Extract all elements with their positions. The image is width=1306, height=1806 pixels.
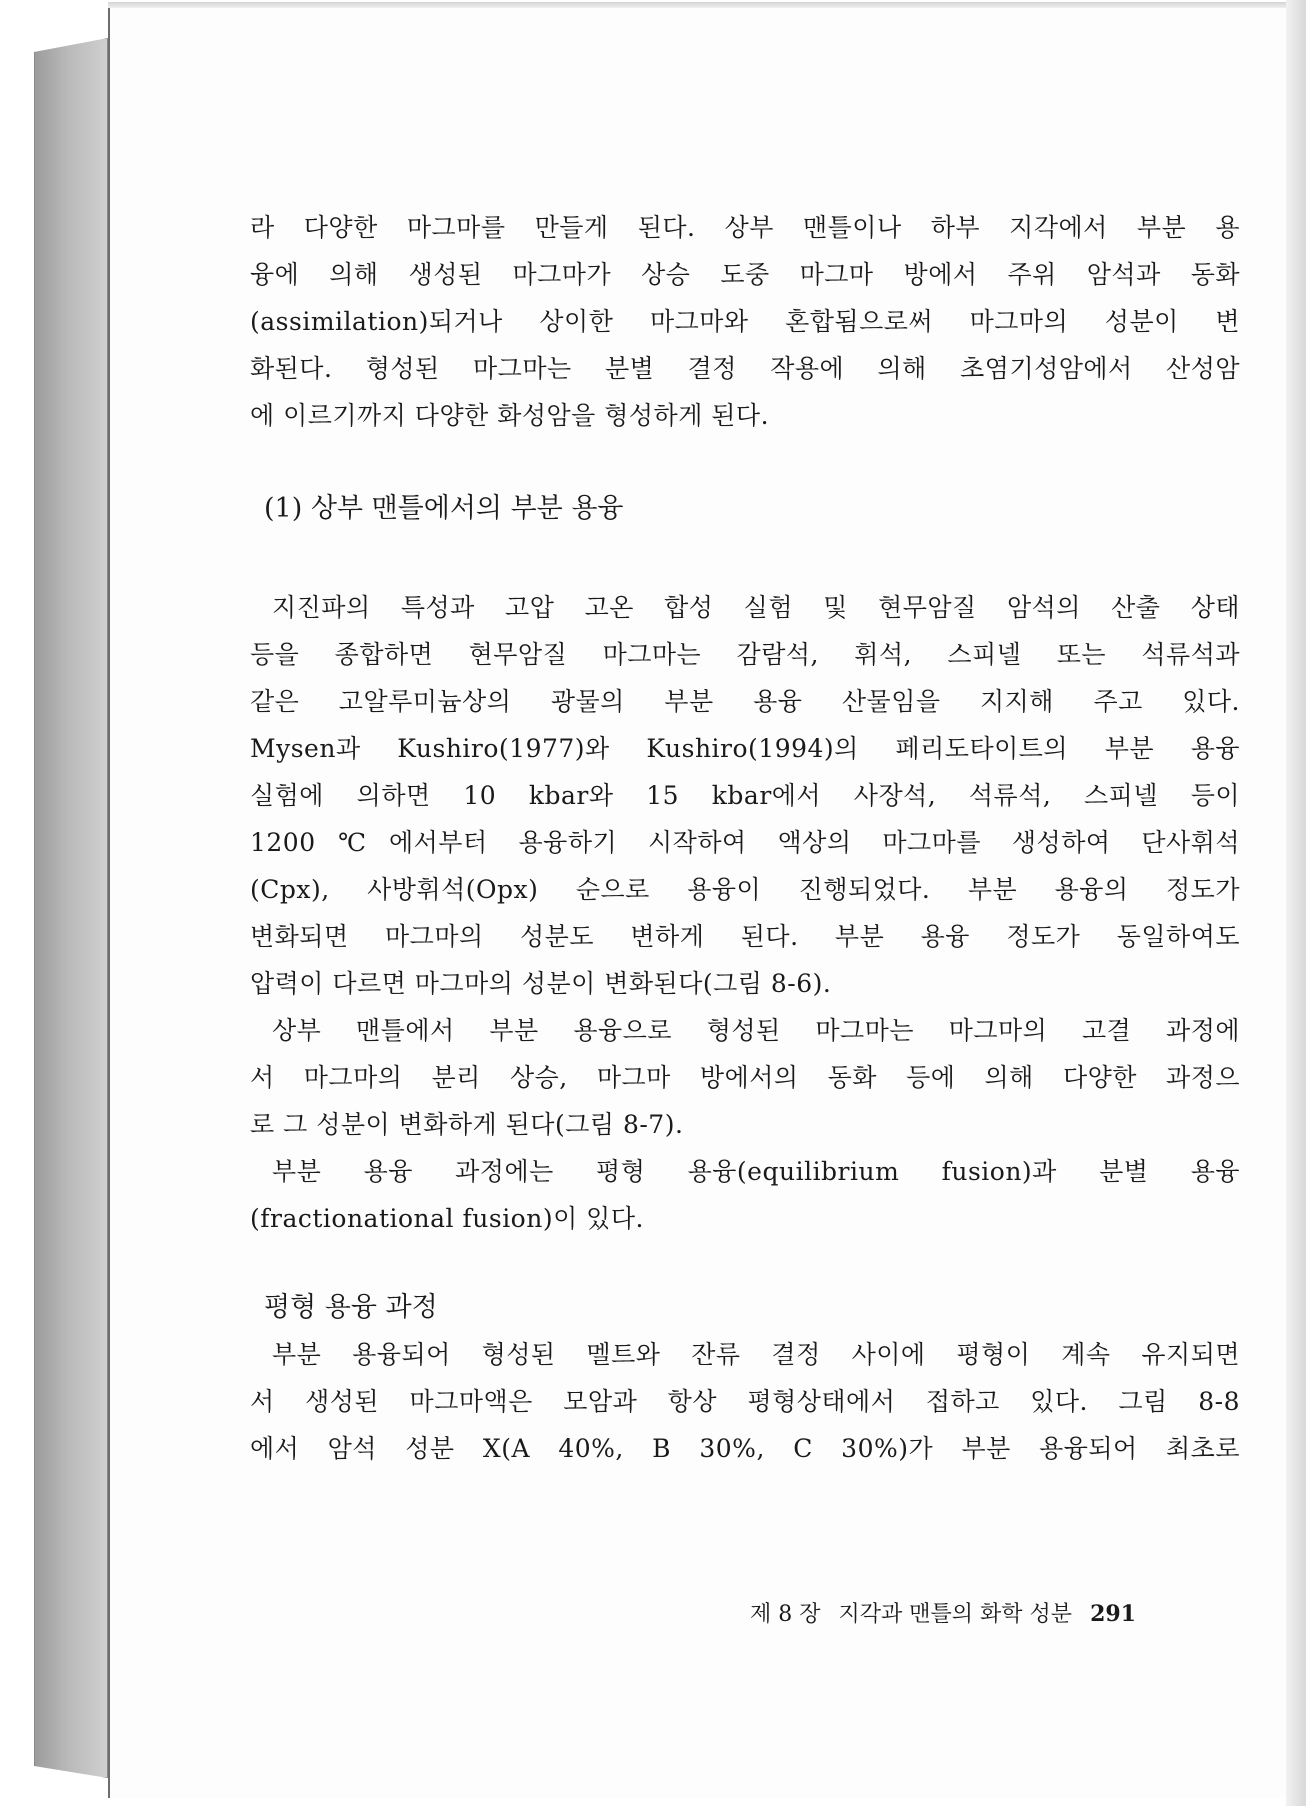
footer-chapter: 제 8 장 — [750, 1602, 821, 1627]
book-right-edge — [1286, 0, 1306, 1806]
text-line: 상부 맨틀에서 부분 용융으로 형성된 마그마는 마그마의 고결 과정에 — [272, 1016, 1240, 1045]
text-line: 융에 의해 생성된 마그마가 상승 도중 마그마 방에서 주위 암석과 동화 — [250, 260, 1240, 289]
text-line: (fractionational fusion)이 있다. — [250, 1204, 644, 1233]
text-line: 실험에 의하면 10 kbar와 15 kbar에서 사장석, 석류석, 스피넬 등이 — [250, 781, 1240, 810]
paragraph-2 — [250, 584, 1240, 1007]
text-line: 부분 용융 과정에는 평형 용융(equilibrium fusion)과 분별 용융 — [272, 1157, 1240, 1186]
text-line: 서 생성된 마그마액은 모암과 항상 평형상태에서 접하고 있다. 그림 8-8 — [250, 1387, 1240, 1416]
text-line: 변화되면 마그마의 성분도 변하게 된다. 부분 용융 정도가 동일하여도 — [250, 922, 1240, 951]
book-spine — [34, 38, 108, 1778]
paragraph-1 — [250, 204, 1240, 439]
text-line: 1200℃에서부터 용융하기 시작하여 액상의 마그마를 생성하여 단사휘석 — [250, 828, 1240, 857]
text-line: Mysen과 Kushiro(1977)와 Kushiro(1994)의 페리도타이트의 부분 용융 — [250, 734, 1240, 763]
book-page — [108, 8, 1286, 1798]
text-line: 로 그 성분이 변화하게 된다(그림 8-7). — [250, 1110, 684, 1139]
text-line: 에서 암석 성분 X(A 40%, B 30%, C 30%)가 부분 용융되어 최초로 — [250, 1434, 1240, 1463]
text-line: (Cpx), 사방휘석(Opx) 순으로 용융이 진행되었다. 부분 용융의 정도가 — [250, 875, 1240, 904]
section-heading: (1) 상부 맨틀에서의 부분 용융 — [264, 493, 624, 524]
text-line: 지진파의 특성과 고압 고온 합성 실험 및 현무암질 암석의 산출 상태 — [272, 593, 1240, 622]
text-line: 라 다양한 마그마를 만들게 된다. 상부 맨틀이나 하부 지각에서 부분 용 — [250, 213, 1240, 242]
page-footer — [750, 1597, 1136, 1628]
text-line: 화된다. 형성된 마그마는 분별 결정 작용에 의해 초염기성암에서 산성암 — [250, 354, 1240, 383]
text-line: 압력이 다르면 마그마의 성분이 변화된다(그림 8-6). — [250, 969, 832, 998]
paragraph-3 — [250, 1007, 1240, 1148]
footer-title: 지각과 맨틀의 화학 성분 — [838, 1602, 1073, 1627]
subheading: 평형 용융 과정 — [264, 1292, 438, 1323]
text-line: 같은 고알루미늄상의 광물의 부분 용융 산물임을 지지해 주고 있다. — [250, 687, 1240, 716]
page-content — [250, 204, 1240, 1472]
text-line: (assimilation)되거나 상이한 마그마와 혼합됨으로써 마그마의 성분이 변 — [250, 307, 1240, 336]
text-line: 등을 종합하면 현무암질 마그마는 감람석, 휘석, 스피넬 또는 석류석과 — [250, 640, 1240, 669]
text-line: 부분 용융되어 형성된 멜트와 잔류 결정 사이에 평형이 계속 유지되면 — [272, 1340, 1240, 1369]
paragraph-5 — [250, 1331, 1240, 1472]
text-line: 에 이르기까지 다양한 화성암을 형성하게 된다. — [250, 401, 770, 430]
paragraph-4 — [250, 1148, 1240, 1242]
page-number: 291 — [1090, 1601, 1136, 1627]
text-line: 서 마그마의 분리 상승, 마그마 방에서의 동화 등에 의해 다양한 과정으 — [250, 1063, 1240, 1092]
